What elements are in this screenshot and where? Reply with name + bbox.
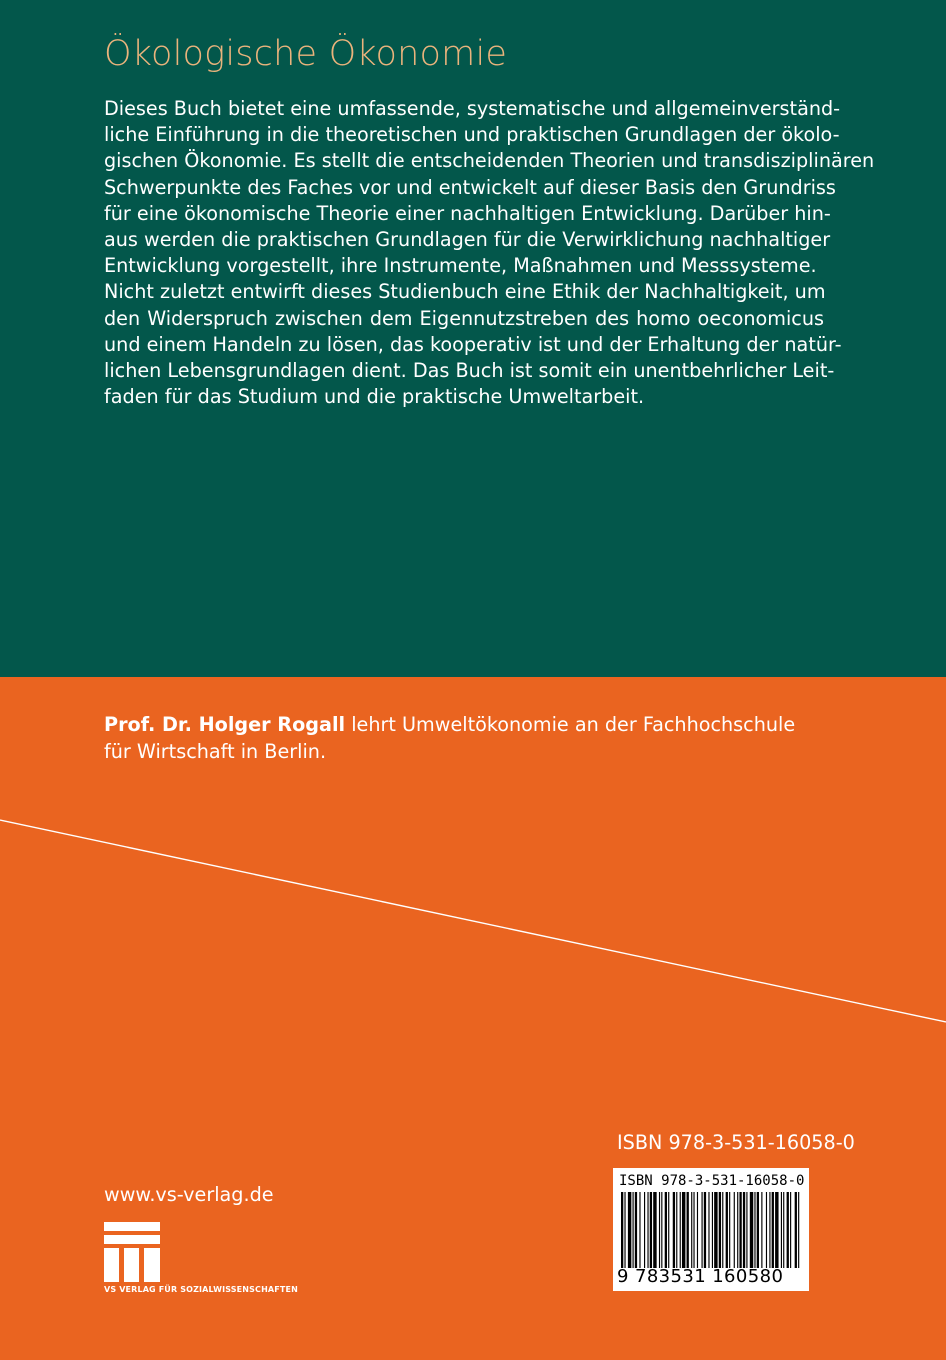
barcode-bar <box>708 1192 709 1268</box>
barcode-bar <box>697 1192 698 1268</box>
diagonal-line <box>0 677 946 1027</box>
barcode-bar <box>757 1192 759 1268</box>
barcode-bar <box>635 1192 637 1268</box>
author-name: Prof. Dr. Holger Rogall <box>104 713 346 736</box>
barcode-bar <box>682 1192 685 1268</box>
blurb-line: den Widerspruch zwischen dem Eigennutzstreben des homo oeconomicus <box>104 306 824 330</box>
barcode-bar <box>647 1192 648 1268</box>
barcode-bar <box>743 1192 745 1268</box>
barcode <box>613 1168 809 1291</box>
publisher-logo-text: VS VERLAG FÜR SOZIALWISSENSCHAFTEN <box>104 1285 298 1294</box>
barcode-bar <box>653 1192 656 1268</box>
author-bio-line2: für Wirtschaft in Berlin. <box>104 740 327 763</box>
barcode-bar <box>661 1192 662 1268</box>
barcode-bar <box>754 1192 755 1268</box>
barcode-bar <box>680 1192 681 1268</box>
publisher-logo-icon <box>104 1222 160 1282</box>
barcode-bar <box>783 1192 784 1268</box>
barcode-bar <box>665 1192 667 1268</box>
barcode-bar <box>659 1192 660 1268</box>
barcode-bar <box>644 1192 645 1268</box>
barcode-isbn: ISBN 978-3-531-16058-0 <box>619 1173 805 1189</box>
blurb-line: für eine ökonomische Theorie einer nachhaltigen Entwicklung. Darüber hin- <box>104 201 831 225</box>
isbn-label: ISBN 978-3-531-16058-0 <box>617 1131 855 1154</box>
barcode-bar <box>639 1192 640 1268</box>
barcode-bar <box>621 1192 623 1268</box>
barcode-bar <box>775 1192 778 1268</box>
blurb-line: Dieses Buch bietet eine umfassende, systematische und allgemeinverständ- <box>104 97 841 120</box>
barcode-bar <box>673 1192 675 1268</box>
barcode-bar <box>766 1192 767 1268</box>
barcode-bar <box>693 1192 694 1268</box>
blurb-line: liche Einführung in die theoretischen und praktischen Grundlagen der ökolo- <box>104 123 840 147</box>
barcode-bar <box>633 1192 634 1268</box>
barcode-bar <box>790 1192 791 1268</box>
barcode-bar <box>761 1192 762 1268</box>
blurb-line: gischen Ökonomie. Es stellt die entscheidenden Theorien und transdisziplinären <box>104 149 875 173</box>
author-bio-line1: lehrt Umweltökonomie an der Fachhochschule <box>345 713 796 736</box>
barcode-bar <box>772 1192 774 1268</box>
barcode-bar <box>722 1192 723 1268</box>
book-title: Ökologische Ökonomie <box>104 34 508 74</box>
barcode-bar <box>769 1192 770 1268</box>
barcode-bar <box>734 1192 735 1268</box>
barcode-bar <box>719 1192 721 1268</box>
barcode-digits: 9 783531 160580 <box>617 1266 784 1287</box>
blurb-line: lichen Lebensgrundlagen dient. Das Buch ist somit ein unentbehrlicher Leit- <box>104 358 835 382</box>
barcode-bar <box>712 1192 713 1268</box>
book-blurb <box>104 96 875 410</box>
barcode-bar <box>798 1192 799 1268</box>
barcode-bar <box>714 1192 717 1268</box>
barcode-bar <box>650 1192 652 1268</box>
barcode-bar <box>729 1192 730 1268</box>
barcode-bar <box>624 1192 625 1268</box>
barcode-bar <box>687 1192 689 1268</box>
barcode-bar <box>702 1192 703 1268</box>
blurb-line: Schwerpunkte des Faches vor und entwickelt auf dieser Basis den Grundriss <box>104 175 836 199</box>
barcode-bar <box>795 1192 797 1268</box>
blurb-line: faden für das Studium und die praktische Umweltarbeit. <box>104 385 645 409</box>
barcode-bar <box>676 1192 677 1268</box>
barcode-bars <box>619 1192 803 1268</box>
barcode-bar <box>691 1192 692 1268</box>
blurb-line: aus werden die praktischen Grundlagen für die Verwirklichung nachhaltiger <box>104 227 831 251</box>
barcode-bar <box>726 1192 728 1268</box>
barcode-bar <box>746 1192 747 1268</box>
barcode-bar <box>750 1192 753 1268</box>
barcode-bar <box>668 1192 669 1268</box>
barcode-bar <box>781 1192 782 1268</box>
barcode-bar <box>737 1192 738 1268</box>
barcode-bar <box>787 1192 789 1268</box>
publisher-url[interactable]: www.vs-verlag.de <box>104 1183 274 1206</box>
barcode-bar <box>739 1192 741 1268</box>
barcode-bar <box>628 1192 631 1268</box>
blurb-line: Nicht zuletzt entwirft dieses Studienbuch eine Ethik der Nachhaltigkeit, um <box>104 280 826 304</box>
barcode-bar <box>704 1192 706 1268</box>
blurb-line: Entwicklung vorgestellt, ihre Instrumente, Maßnahmen und Messsysteme. <box>104 254 817 278</box>
blurb-line: und einem Handeln zu lösen, das kooperativ ist und der Erhaltung der natür- <box>104 332 842 356</box>
